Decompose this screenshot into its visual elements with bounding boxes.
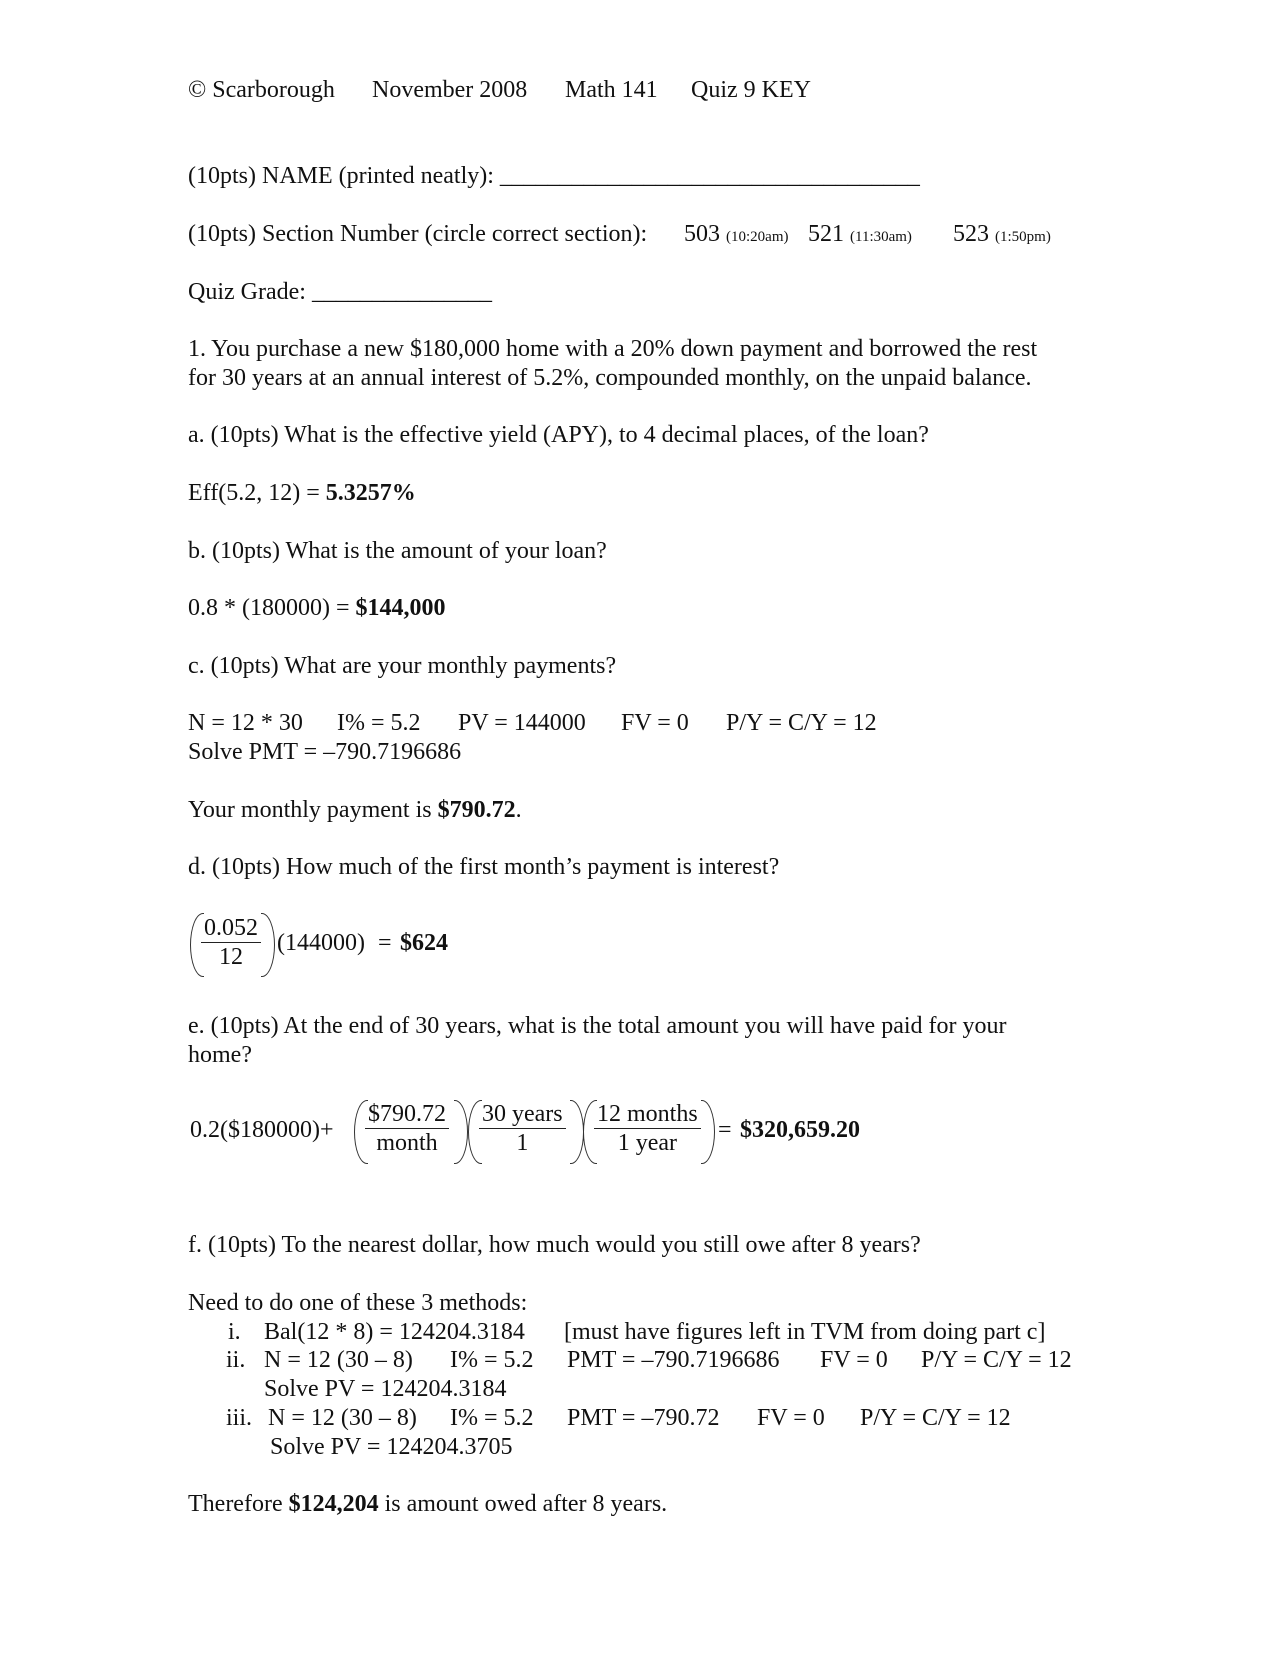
part-f-question: f. (10pts) To the nearest dollar, how much would you still owe after 8 years? [188, 1232, 921, 1258]
interest-fraction [201, 914, 261, 971]
problem-line-2: for 30 years at an annual interest of 5.2%, compounded monthly, on the unpaid balance. [188, 365, 1032, 391]
part-b-question: b. (10pts) What is the amount of your loan? [188, 538, 607, 564]
method-ii-py-cy: P/Y = C/Y = 12 [921, 1347, 1072, 1373]
conclusion-answer: $124,204 [288, 1491, 379, 1517]
part-b-answer: $144,000 [355, 595, 446, 621]
method-ii-fv: FV = 0 [820, 1347, 888, 1373]
section-label: (10pts) Section Number (circle correct section): [188, 221, 648, 247]
part-a-solution [188, 479, 416, 507]
header-course: Math 141 [565, 77, 658, 103]
payment-fraction [365, 1100, 449, 1157]
method-iii-label: iii. [226, 1405, 253, 1431]
fraction-numerator: $790.72 [365, 1100, 449, 1129]
tvm-py-cy: P/Y = C/Y = 12 [726, 710, 877, 736]
tvm-n: N = 12 * 30 [188, 710, 303, 736]
part-e-question-line-1: e. (10pts) At the end of 30 years, what is the total amount you will have paid for your [188, 1013, 1007, 1039]
part-d-question: d. (10pts) How much of the first month’s payment is interest? [188, 854, 780, 880]
part-c-solve: Solve PMT = –790.7196686 [188, 739, 462, 765]
method-iii-interest: I% = 5.2 [450, 1405, 534, 1431]
grade-line: Quiz Grade: _______________ [188, 279, 492, 305]
method-iii-py-cy: P/Y = C/Y = 12 [860, 1405, 1011, 1431]
right-paren [701, 1100, 715, 1164]
conclusion-prefix: Therefore [188, 1491, 289, 1517]
part-d-answer: $624 [400, 930, 448, 956]
right-paren [454, 1100, 468, 1164]
problem-line-1: 1. You purchase a new $180,000 home with a 20% down payment and borrowed the rest [188, 336, 1038, 362]
fraction-denominator: month [376, 1130, 438, 1156]
method-iii-n: N = 12 (30 – 8) [268, 1405, 417, 1431]
section-time: (1:50pm) [995, 229, 1051, 245]
method-ii-interest: I% = 5.2 [450, 1347, 534, 1373]
part-d-equals: = [378, 930, 392, 956]
part-d-factor: (144000) [277, 930, 365, 956]
method-ii-pmt: PMT = –790.7196686 [567, 1347, 780, 1373]
section-option-503 [684, 220, 788, 251]
header-date: November 2008 [372, 77, 528, 103]
method-ii-label: ii. [226, 1347, 246, 1373]
part-e-equals: = [718, 1117, 732, 1143]
section-option-523 [953, 220, 1051, 251]
part-e-answer: $320,659.20 [740, 1117, 860, 1143]
part-a-question: a. (10pts) What is the effective yield (APY), to 4 decimal places, of the loan? [188, 422, 929, 448]
header-title: Quiz 9 KEY [691, 77, 811, 103]
fraction-denominator: 1 [516, 1130, 529, 1156]
fraction-numerator: 0.052 [201, 914, 261, 943]
part-c-result-prefix: Your monthly payment is [188, 797, 438, 823]
method-i-note: [must have figures left in TVM from doing part c] [564, 1319, 1046, 1345]
section-option-521 [808, 220, 912, 251]
part-e-lead: 0.2($180000)+ [190, 1117, 334, 1143]
part-c-answer: $790.72 [437, 797, 516, 823]
method-ii-solve: Solve PV = 124204.3184 [264, 1376, 507, 1402]
tvm-pv: PV = 144000 [458, 710, 586, 736]
right-paren [570, 1100, 584, 1164]
part-e-question-line-2: home? [188, 1042, 252, 1068]
method-iii-pmt: PMT = –790.72 [567, 1405, 720, 1431]
right-paren [261, 913, 275, 977]
part-c-question: c. (10pts) What are your monthly payments? [188, 653, 617, 679]
section-time: (10:20am) [726, 229, 789, 245]
method-ii-n: N = 12 (30 – 8) [264, 1347, 413, 1373]
part-f-conclusion [188, 1490, 667, 1518]
tvm-fv: FV = 0 [621, 710, 689, 736]
tvm-interest: I% = 5.2 [337, 710, 421, 736]
section-number: 521 [808, 221, 844, 247]
section-time: (11:30am) [850, 229, 912, 245]
name-line: (10pts) NAME (printed neatly): ___________________________________ [188, 163, 920, 189]
section-number: 503 [684, 221, 720, 247]
fraction-denominator: 1 year [617, 1130, 677, 1156]
method-i-label: i. [228, 1319, 241, 1345]
part-a-answer: 5.3257% [325, 480, 416, 506]
fraction-denominator: 12 [219, 944, 243, 970]
part-f-intro: Need to do one of these 3 methods: [188, 1290, 528, 1316]
part-b-work: 0.8 * (180000) = [188, 595, 356, 621]
method-i-text: Bal(12 * 8) = 124204.3184 [264, 1319, 525, 1345]
fraction-numerator: 12 months [594, 1100, 701, 1129]
part-a-work: Eff(5.2, 12) = [188, 480, 326, 506]
method-iii-fv: FV = 0 [757, 1405, 825, 1431]
conclusion-suffix: is amount owed after 8 years. [378, 1491, 668, 1517]
section-number: 523 [953, 221, 989, 247]
part-c-result [188, 796, 522, 824]
part-c-result-suffix: . [515, 797, 522, 823]
fraction-numerator: 30 years [479, 1100, 566, 1129]
months-fraction [594, 1100, 701, 1157]
method-iii-solve: Solve PV = 124204.3705 [270, 1434, 513, 1460]
header-copyright: © Scarborough [188, 77, 335, 103]
years-fraction [479, 1100, 566, 1157]
part-b-solution [188, 594, 446, 622]
